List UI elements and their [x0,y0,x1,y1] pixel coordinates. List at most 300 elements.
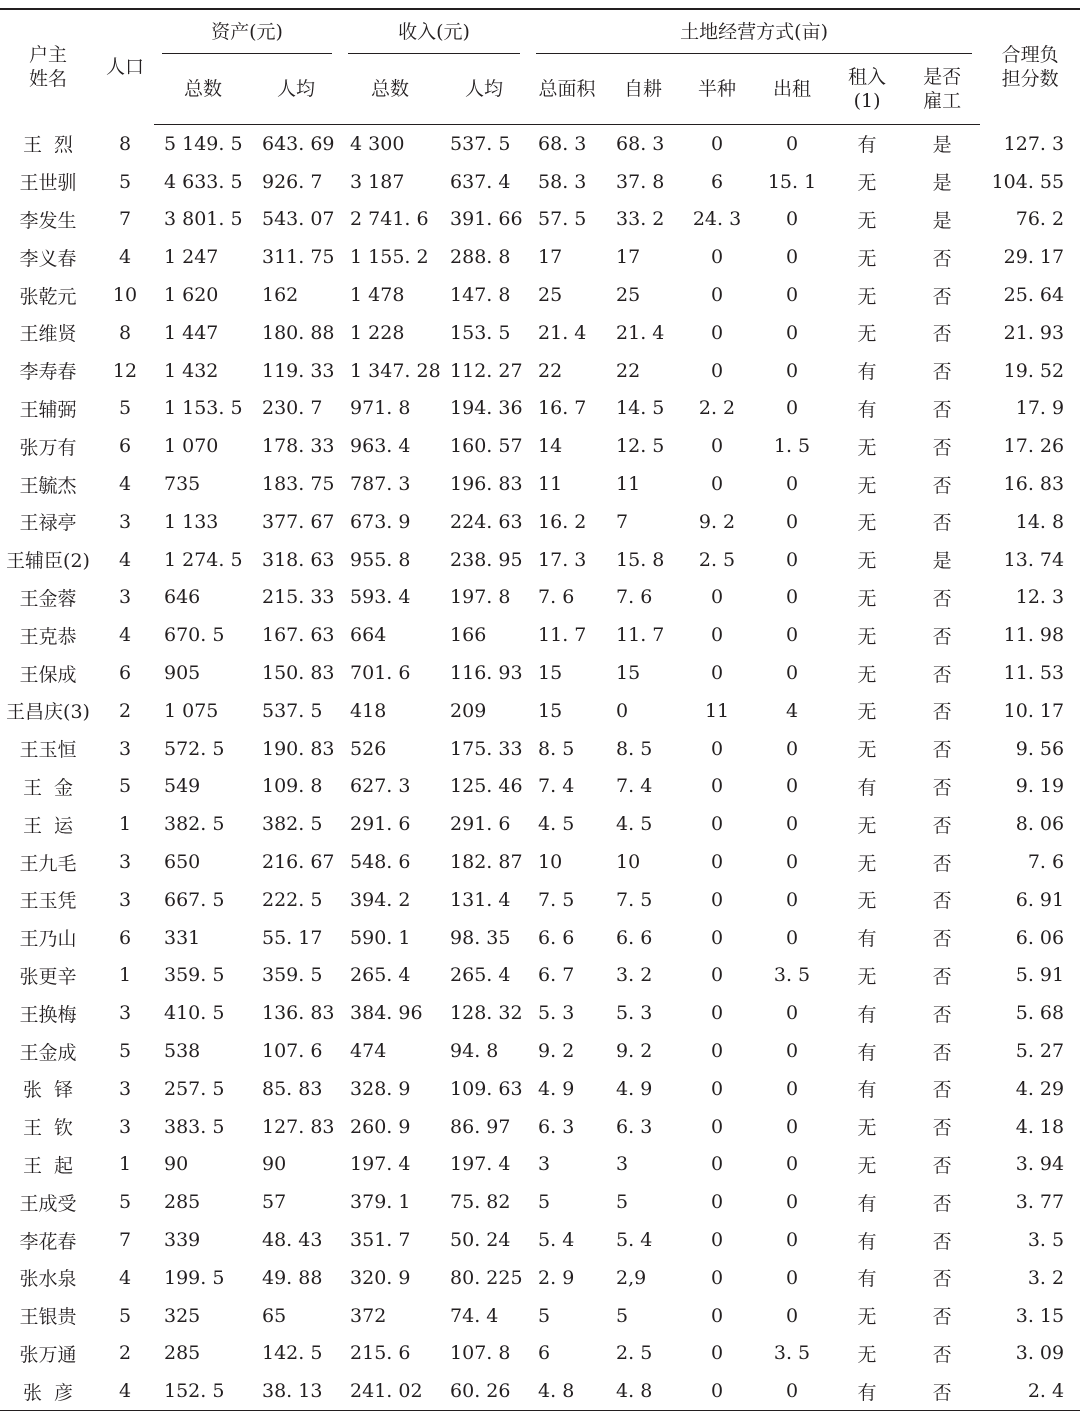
cell-total-area: 4. 8 [528,1372,606,1410]
cell-asset-total: 1 274. 5 [164,548,243,571]
cell-name: 张更辛 [19,965,77,988]
cell-income-per-capita: 224. 63 [450,510,523,533]
cell-name: 王 起 [22,1154,74,1177]
cell-rent-in: 无 [857,890,877,913]
cell-income-per-capita: 166 [450,624,487,647]
cell-asset-total: 285 [164,1342,201,1365]
cell-burden-score: 3. 94 [1015,1153,1065,1176]
cell-population: 5 [118,1304,132,1327]
cell-population: 10 [112,284,138,307]
cell-rent-in: 有 [857,1003,877,1026]
cell-asset-per-capita: 318. 63 [262,548,335,571]
cell-rent-out: 0 [785,926,799,949]
cell-asset-per-capita: 543. 07 [262,208,335,231]
cell-asset-total: 1 432 [164,359,219,382]
cell-income-total: 701. 6 [350,662,411,685]
cell-asset-total: 1 153. 5 [164,397,243,420]
cell-total-area: 5 [538,1304,551,1327]
cell-asset-per-capita: 55. 17 [262,926,323,949]
cell-half-farm: 0 [710,813,724,836]
header-total-area: 总面积 [528,54,606,125]
table-row [0,1335,1080,1373]
cell-rent-in: 无 [857,550,877,573]
cell-name: 王辅弼 [19,398,77,421]
cell-asset-per-capita: 215. 33 [262,586,335,609]
cell-rent-out: 0 [785,208,799,231]
cell-rent-out: 0 [785,1153,799,1176]
cell-asset-total: 549 [164,775,201,798]
cell-self-farm: 22 [616,359,641,382]
cell-income-total: 4 300 [350,132,405,155]
cell-burden-score: 127. 3 [1003,132,1065,155]
cell-name: 张万通 [19,1343,77,1366]
cell-self-farm: 7. 4 [616,775,653,798]
cell-rent-out: 3. 5 [773,964,811,987]
cell-asset-total: 650 [164,851,201,874]
cell-income-total: 384. 96 [350,1002,423,1025]
cell-self-farm: 4. 9 [616,1077,653,1100]
header-income [340,9,528,54]
cell-income-total: 787. 3 [350,473,411,496]
cell-hire-labor: 否 [932,1117,952,1140]
cell-population: 4 [118,1266,132,1289]
cell-burden-score: 6. 91 [1015,888,1065,911]
cell-income-per-capita: 197. 4 [450,1153,511,1176]
cell-income-total: 328. 9 [350,1077,411,1100]
cell-population: 4 [118,246,132,269]
cell-half-farm: 0 [710,964,724,987]
cell-hire-labor: 否 [932,852,952,875]
cell-hire-labor: 否 [932,398,952,421]
cell-rent-out: 0 [785,624,799,647]
cell-rent-in: 有 [857,1230,877,1253]
cell-hire-labor: 否 [932,285,952,308]
cell-self-farm: 68. 3 [616,132,665,155]
cell-income-per-capita: 80. 225 [450,1266,523,1289]
cell-income-total: 1 478 [350,284,405,307]
cell-name: 王 金 [22,776,74,799]
cell-total-area: 68. 3 [538,132,587,155]
cell-asset-per-capita: 65 [262,1304,287,1327]
cell-name: 王辅臣(2) [6,550,90,573]
cell-rent-out: 0 [785,662,799,685]
cell-total-area: 22 [538,359,563,382]
cell-income-per-capita: 194. 36 [450,397,523,420]
cell-asset-per-capita: 178. 33 [262,435,335,458]
cell-rent-out: 0 [785,813,799,836]
cell-population: 3 [118,1115,132,1138]
cell-name: 王 运 [22,814,74,837]
cell-population: 12 [112,359,138,382]
cell-total-area: 6. 6 [538,926,575,949]
cell-population: 8 [118,321,132,344]
cell-half-farm: 6 [710,170,724,193]
table-row [0,276,1080,314]
cell-rent-out: 0 [785,1002,799,1025]
cell-name: 王 烈 [22,134,74,157]
cell-self-farm: 15. 8 [616,548,665,571]
cell-rent-in: 有 [857,361,877,384]
cell-population: 4 [96,1372,154,1410]
table-row [0,730,1080,768]
cell-rent-out: 0 [785,1191,799,1214]
cell-asset-total: 572. 5 [164,737,225,760]
table-row [0,503,1080,541]
table-row [0,541,1080,579]
table-row [0,1070,1080,1108]
cell-half-farm: 0 [710,435,724,458]
cell-asset-total: 331 [164,926,201,949]
cell-population: 5 [118,170,132,193]
cell-rent-out: 0 [785,888,799,911]
cell-income-total: 963. 4 [350,435,411,458]
cell-burden-score: 7. 6 [1027,851,1065,874]
cell-asset-total: 1 075 [164,699,219,722]
cell-asset-per-capita: 382. 5 [262,813,323,836]
cell-rent-out: 0 [785,851,799,874]
header-income-label: 收入(元) [398,21,470,43]
cell-income-total: 673. 9 [350,510,411,533]
cell-half-farm: 0 [710,1077,724,1100]
cell-total-area: 21. 4 [538,321,587,344]
cell-self-farm: 6. 6 [616,926,653,949]
cell-asset-per-capita: 216. 67 [262,851,335,874]
cell-hire-labor: 否 [932,361,952,384]
cell-total-area: 15 [538,699,563,722]
cell-total-area: 9. 2 [538,1040,575,1063]
table-row [0,616,1080,654]
cell-total-area: 6. 3 [538,1115,575,1138]
cell-half-farm: 0 [710,624,724,647]
cell-rent-in: 无 [857,814,877,837]
cell-total-area: 16. 7 [538,397,587,420]
table-header [0,9,1080,125]
header-income-per-capita: 人均 [440,54,528,125]
cell-rent-in: 有 [857,1041,877,1064]
cell-name: 王昌庆(3) [6,701,90,724]
cell-name: 王玉凭 [19,890,77,913]
cell-name: 李义春 [19,247,77,270]
cell-rent-out: 0 [785,321,799,344]
cell-asset-per-capita: 180. 88 [262,321,335,344]
cell-population: 3 [118,851,132,874]
cell-hire-labor: 否 [932,739,952,762]
cell-population: 5 [118,397,132,420]
cell-rent-out: 0 [785,284,799,307]
cell-population: 7 [118,1229,132,1251]
cell-total-area: 5. 4 [538,1229,575,1251]
cell-population: 4 [118,473,132,496]
cell-self-farm: 17 [616,246,641,269]
cell-self-farm: 33. 2 [616,208,665,231]
cell-half-farm: 0 [710,737,724,760]
cell-half-farm: 9. 2 [698,510,736,533]
cell-rent-out: 1. 5 [773,435,811,458]
table-row [0,201,1080,239]
cell-burden-score: 3. 09 [1015,1342,1065,1365]
cell-burden-score: 3. 5 [1027,1229,1065,1251]
cell-asset-total: 382. 5 [164,813,225,836]
cell-population: 3 [118,510,132,533]
cell-burden-score: 76. 2 [1015,208,1065,231]
cell-income-per-capita: 265. 4 [450,964,511,987]
cell-burden-score: 6. 06 [1015,926,1065,949]
cell-income-total: 664 [350,624,387,647]
cell-self-farm: 9. 2 [616,1040,653,1063]
cell-total-area: 7. 6 [538,586,575,609]
cell-population: 5 [118,775,132,798]
cell-rent-out: 15. 1 [767,170,817,193]
cell-total-area: 2. 9 [538,1266,575,1289]
header-half-farm: 半种 [680,54,754,125]
cell-total-area: 5. 3 [538,1002,575,1025]
cell-burden-score: 5. 91 [1015,964,1065,987]
cell-total-area: 7. 4 [538,775,575,798]
cell-rent-in: 无 [857,323,877,346]
cell-half-farm: 0 [710,1266,724,1289]
table-row [0,1297,1080,1335]
cell-hire-labor: 否 [932,323,952,346]
cell-self-farm: 2,9 [616,1266,647,1289]
cell-total-area: 15 [538,662,563,685]
table-row [0,238,1080,276]
cell-total-area: 4. 5 [538,813,575,836]
cell-population: 3 [118,1077,132,1100]
cell-rent-in: 无 [857,663,877,686]
cell-rent-out: 0 [785,1304,799,1327]
cell-income-per-capita: 391. 66 [450,208,523,231]
cell-rent-in: 无 [857,512,877,535]
cell-self-farm: 12. 5 [616,435,665,458]
cell-half-farm: 0 [710,359,724,382]
cell-self-farm: 37. 8 [616,170,665,193]
cell-hire-labor: 否 [932,1343,952,1366]
cell-self-farm: 5 [616,1304,629,1327]
cell-rent-in: 无 [857,436,877,459]
cell-self-farm: 11 [616,473,641,496]
cell-burden-score: 13. 74 [1003,548,1065,571]
header-hire-labor: 是否 雇工 [904,54,980,125]
cell-burden-score: 3. 2 [1027,1266,1065,1289]
cell-total-area: 8. 5 [538,737,575,760]
cell-burden-score: 29. 17 [1003,246,1065,269]
cell-name: 王世驯 [19,172,77,195]
cell-asset-per-capita: 359. 5 [262,964,323,987]
cell-burden-score: 10. 17 [1003,699,1065,722]
cell-burden-score: 14. 8 [1015,510,1065,533]
cell-income-total: 215. 6 [350,1342,411,1365]
cell-hire-labor: 否 [932,814,952,837]
cell-name: 王金蓉 [19,587,77,610]
cell-asset-per-capita: 142. 5 [262,1342,323,1365]
header-asset-total: 总数 [154,54,252,125]
cell-population: 2 [118,699,132,722]
table-row [0,1221,1080,1259]
cell-income-total: 418 [350,699,387,722]
table-row [0,957,1080,995]
cell-income-per-capita: 197. 8 [450,586,511,609]
cell-population: 4 [118,548,132,571]
cell-income-per-capita: 288. 8 [450,246,511,269]
table-row [0,1372,1080,1410]
cell-total-area: 10 [538,851,563,874]
cell-income-total: 2 741. 6 [350,208,429,231]
cell-burden-score: 12. 3 [1015,586,1065,609]
cell-rent-in: 无 [857,1117,877,1140]
cell-name: 王禄亭 [19,512,77,535]
cell-population: 3 [118,1002,132,1025]
cell-rent-in: 无 [857,965,877,988]
cell-population: 3 [118,888,132,911]
cell-rent-out: 0 [785,473,799,496]
cell-rent-out: 3. 5 [773,1342,811,1365]
cell-income-per-capita: 125. 46 [450,775,523,798]
cell-rent-out: 0 [785,1266,799,1289]
cell-burden-score: 5. 27 [1015,1040,1065,1063]
header-rent-in: 租入 (1) [830,54,904,125]
cell-income-total: 265. 4 [350,964,411,987]
cell-hire-labor: 否 [932,928,952,951]
cell-income-per-capita: 60. 26 [440,1372,528,1410]
cell-asset-total: 285 [164,1191,201,1214]
table-row [0,1032,1080,1070]
cell-rent-out: 4 [785,699,799,722]
cell-income-per-capita: 75. 82 [450,1191,511,1214]
cell-income-total: 197. 4 [350,1153,411,1176]
cell-asset-total: 3 801. 5 [164,208,243,231]
cell-rent-in: 有 [857,1079,877,1102]
cell-income-total: 548. 6 [350,851,411,874]
cell-asset-per-capita: 183. 75 [262,473,335,496]
cell-income-per-capita: 112. 27 [450,359,523,382]
table-row [0,881,1080,919]
cell-name: 李发生 [19,209,77,232]
cell-name: 王 钦 [22,1117,74,1140]
cell-rent-in: 无 [857,587,877,610]
cell-half-farm: 2. 5 [698,548,736,571]
header-self-farm: 自耕 [606,54,680,125]
cell-name: 王保成 [19,663,77,686]
cell-burden-score: 8. 06 [1015,813,1065,836]
cell-half-farm: 0 [710,888,724,911]
header-income-total: 总数 [340,54,440,125]
cell-income-total: 379. 1 [350,1191,411,1214]
cell-rent-in: 有 [857,134,877,157]
cell-income-per-capita: 98. 35 [450,926,511,949]
cell-half-farm: 0 [710,246,724,269]
cell-asset-total: 1 133 [164,510,219,533]
cell-rent-out: 0 [785,737,799,760]
cell-half-farm: 0 [710,1040,724,1063]
cell-hire-labor: 否 [932,247,952,270]
table-row [0,843,1080,881]
cell-income-total: 593. 4 [350,586,411,609]
cell-rent-out: 0 [785,510,799,533]
cell-population: 6 [118,662,132,685]
cell-asset-per-capita: 90 [262,1153,287,1176]
cell-income-per-capita: 196. 83 [450,473,523,496]
cell-income-total: 394. 2 [350,888,411,911]
cell-self-farm: 11. 7 [616,624,665,647]
cell-income-per-capita: 209 [450,699,487,722]
cell-income-per-capita: 291. 6 [450,813,511,836]
table-row [0,1183,1080,1221]
cell-rent-out: 0 [785,1040,799,1063]
cell-hire-labor: 是 [932,172,952,195]
cell-rent-out: 0 [785,548,799,571]
cell-rent-out: 0 [785,246,799,269]
cell-half-farm: 0 [710,473,724,496]
cell-hire-labor: 否 [932,890,952,913]
table-row [0,465,1080,503]
table-row [0,163,1080,201]
cell-rent-out: 0 [785,1115,799,1138]
cell-asset-per-capita: 57 [262,1191,287,1214]
cell-population: 1 [118,1153,132,1176]
cell-burden-score: 4. 18 [1015,1115,1065,1138]
cell-rent-in: 无 [857,209,877,232]
cell-hire-labor: 否 [932,1268,952,1291]
cell-hire-labor: 否 [932,663,952,686]
cell-income-per-capita: 74. 4 [450,1304,499,1327]
cell-name: 王维贤 [19,323,77,346]
cell-income-per-capita: 160. 57 [450,435,523,458]
cell-half-farm: 0 [710,1153,724,1176]
cell-asset-total: 199. 5 [164,1266,225,1289]
cell-income-per-capita: 182. 87 [450,851,523,874]
cell-self-farm: 7. 5 [616,888,653,911]
table-row [0,1146,1080,1184]
cell-asset-per-capita: 222. 5 [262,888,323,911]
cell-half-farm: 0 [710,1304,724,1327]
cell-self-farm: 10 [616,851,641,874]
cell-asset-per-capita: 109. 8 [262,775,323,798]
cell-hire-labor: 否 [904,1372,980,1410]
cell-asset-per-capita: 150. 83 [262,662,335,685]
cell-total-area: 5 [538,1191,551,1214]
cell-population: 8 [118,132,132,155]
cell-half-farm: 0 [710,662,724,685]
cell-asset-per-capita: 48. 43 [262,1229,323,1251]
cell-self-farm: 21. 4 [616,321,665,344]
cell-income-total: 474 [350,1040,387,1063]
cell-hire-labor: 否 [932,474,952,497]
cell-asset-total: 359. 5 [164,964,225,987]
cell-population: 1 [118,964,132,987]
cell-income-total: 320. 9 [350,1266,411,1289]
cell-income-per-capita: 175. 33 [450,737,523,760]
cell-total-area: 11. 7 [538,624,587,647]
table-row [0,654,1080,692]
cell-burden-score: 17. 26 [1003,435,1065,458]
cell-rent-in: 无 [857,1306,877,1329]
cell-half-farm: 0 [680,1372,754,1410]
cell-asset-per-capita: 377. 67 [262,510,335,533]
cell-asset-per-capita: 38. 13 [252,1372,340,1410]
cell-income-per-capita: 107. 8 [450,1342,511,1365]
cell-income-total: 372 [350,1304,387,1327]
cell-income-total: 526 [350,737,387,760]
cell-asset-total: 905 [164,662,201,685]
cell-income-total: 971. 8 [350,397,411,420]
cell-income-per-capita: 238. 95 [450,548,523,571]
cell-asset-total: 1 620 [164,284,219,307]
cell-income-per-capita: 86. 97 [450,1115,511,1138]
cell-rent-in: 无 [857,701,877,724]
cell-asset-total: 152. 5 [154,1372,252,1410]
cell-population: 4 [118,624,132,647]
cell-asset-total: 5 149. 5 [164,132,243,155]
